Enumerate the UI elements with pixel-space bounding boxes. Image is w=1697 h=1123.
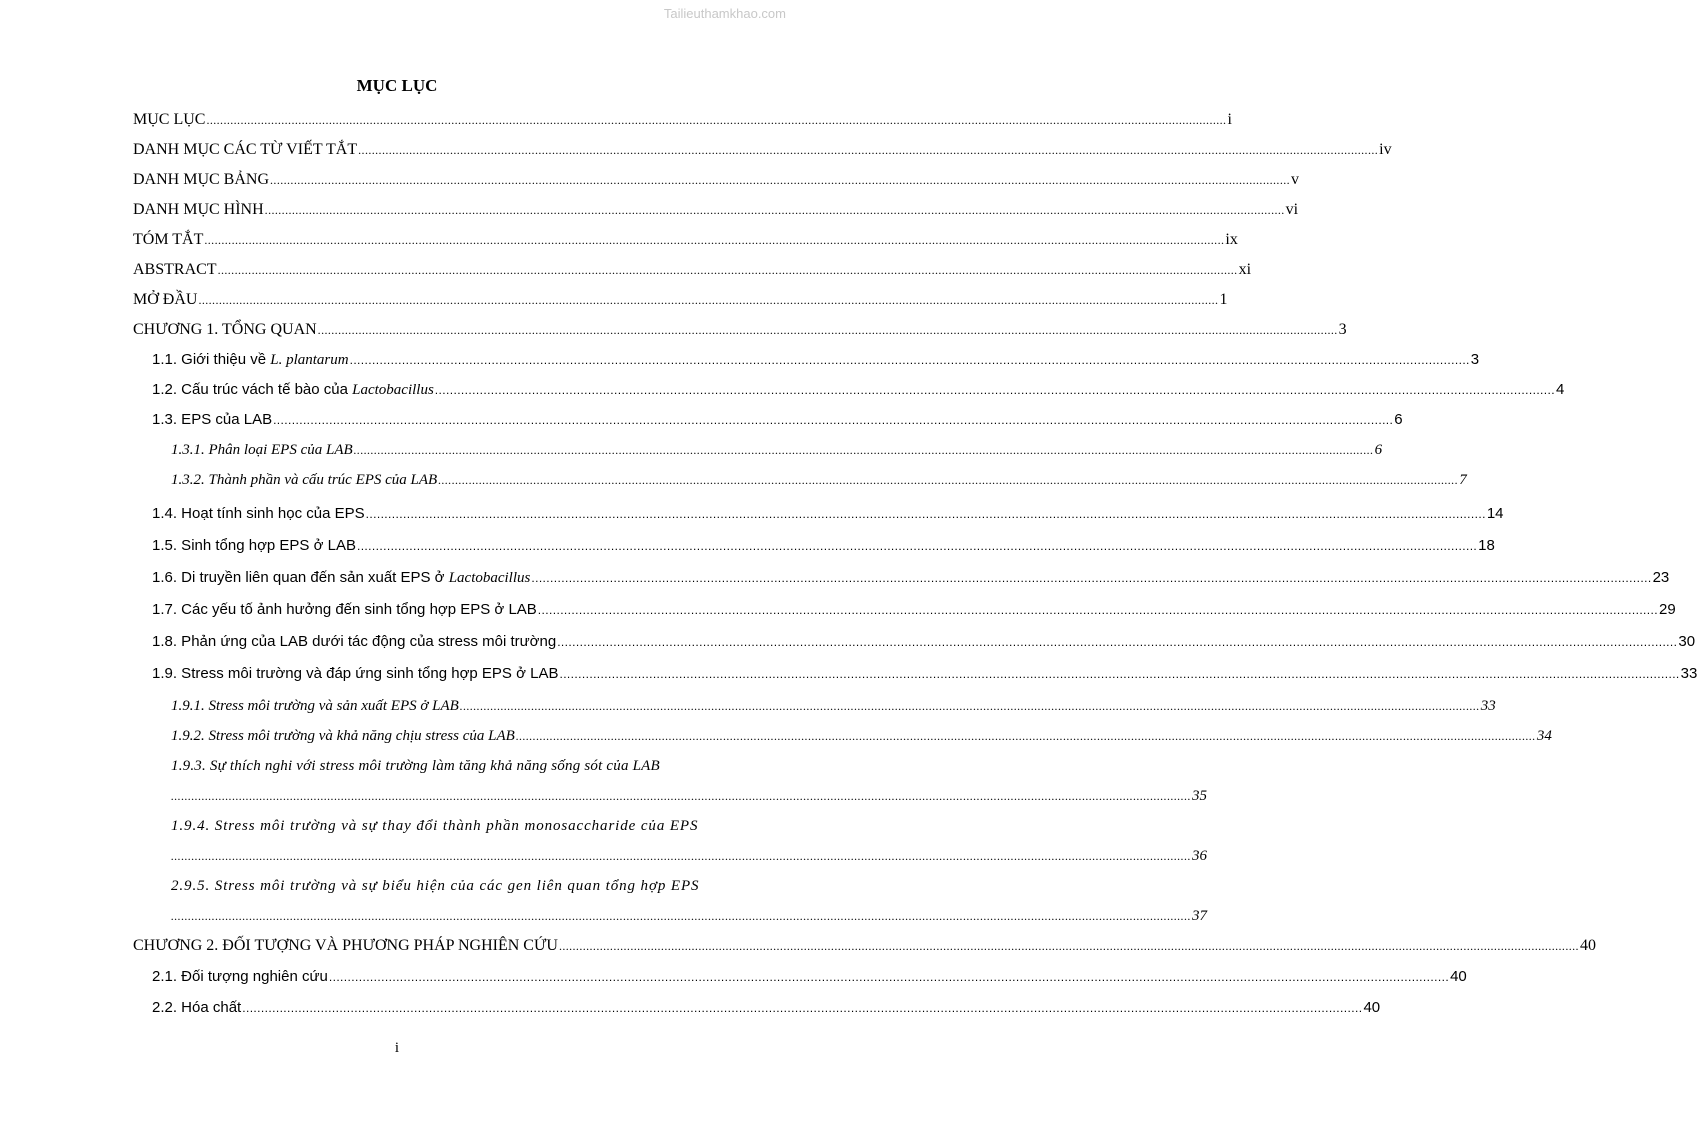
toc-entry-2-1[interactable] [152,964,1467,990]
toc-entry-2-2[interactable] [152,995,1381,1021]
toc-entry-2-9-5[interactable] [171,873,718,899]
toc-entry-page: iv [1379,141,1392,158]
toc-entry-1-9-3[interactable] [171,753,718,779]
toc-entry-label: 1.5. Sinh tổng hợp EPS ở LAB [152,537,356,554]
toc-entry-page: 3 [1470,351,1480,368]
toc-entry-1-4[interactable] [152,501,1504,527]
toc-entry-page: vi [1285,201,1299,218]
toc-entry-chapter-1[interactable] [133,317,1347,343]
toc-entry-page: 4 [1556,381,1565,398]
dot-leader: ............................................................................................................................................................................................................................................................................................................ [531,571,1652,585]
dot-leader: ............................................................................................................................................................................................................................................................................................................ [438,473,1459,487]
dot-leader: ............................................................................................................................................................................................................................................................................................................ [206,113,1227,127]
toc-entry-2-9-5-leader[interactable] [171,903,1207,929]
toc-entry-page: 23 [1652,569,1670,586]
dot-leader: ............................................................................................................................................................................................................................................................................................................ [365,507,1486,521]
toc-entry-label: 1.2. Cấu trúc vách tế bào của Lactobacillus [152,381,434,398]
toc-entry-page: 14 [1486,505,1504,522]
dot-leader: ............................................................................................................................................................................................................................................................................................................ [559,667,1680,681]
toc-entry-page: 7 [1459,472,1467,488]
toc-entry-label: 1.9.1. Stress môi trường và sản xuất EPS ở LAB [171,698,459,714]
toc-entry-page: xi [1238,261,1252,278]
watermark: Tailieuthamkhao.com [663,6,786,21]
toc-entry-label: 2.1. Đối tượng nghiên cứu [152,968,328,985]
toc-entry-1-7[interactable] [152,597,1676,623]
dot-leader: ............................................................................................................................................................................................................................................................................................................ [356,539,1478,553]
toc-entry-abstract[interactable] [133,257,1252,283]
dot-leader: ............................................................................................................................................................................................................................................................................................................ [171,849,1191,863]
toc-entry-page: 29 [1659,601,1676,618]
toc-entry-label: DANH MỤC BẢNG [133,171,270,188]
toc-entry-figures[interactable] [133,197,1299,223]
dot-leader: ............................................................................................................................................................................................................................................................................................................ [270,173,1291,187]
toc-entry-label: MỤC LỤC [133,111,206,128]
toc-entry-label: 1.9.4. Stress môi trường và sự thay đổi thành phần monosaccharide của EPS [171,818,699,834]
toc-entry-label: 1.4. Hoạt tính sinh học của EPS [152,505,365,522]
toc-entry-chapter-2[interactable] [133,933,1596,959]
toc-entry-summary[interactable] [133,227,1238,253]
toc-entry-1-9-4[interactable] [171,813,718,839]
toc-entry-page: 1 [1219,291,1228,308]
toc-entry-1-9-4-leader[interactable] [171,843,1207,869]
dot-leader: ............................................................................................................................................................................................................................................................................................................ [434,383,1555,397]
toc-entry-label: 1.3. EPS của LAB [152,411,273,428]
toc-entry-1-3-1[interactable] [171,437,1383,463]
toc-entry-introduction[interactable] [133,287,1228,313]
dot-leader: ............................................................................................................................................................................................................................................................................................................ [317,323,1338,337]
toc-entry-label: DANH MỤC CÁC TỪ VIẾT TẮT [133,141,358,158]
toc-entry-page: 40 [1579,937,1596,954]
toc-entry-page: v [1291,171,1300,188]
toc-entry-page: 33 [1680,665,1697,682]
dot-leader: ............................................................................................................................................................................................................................................................................................................ [198,293,1219,307]
toc-entry-1-9-2[interactable] [171,723,1552,749]
toc-entry-label: 2.9.5. Stress môi trường và sự biểu hiện của các gen liên quan tổng hợp EPS [171,878,700,894]
dot-leader: ............................................................................................................................................................................................................................................................................................................ [242,1001,1363,1015]
toc-entry-label: 1.9. Stress môi trường và đáp ứng sinh tổng hợp EPS ở LAB [152,665,559,682]
dot-leader: ............................................................................................................................................................................................................................................................................................................ [353,443,1374,457]
toc-entry-label: 1.3.2. Thành phần và cấu trúc EPS của LAB [171,472,438,488]
toc-entry-1-9-3-leader[interactable] [171,783,1207,809]
toc-entry-tables[interactable] [133,167,1300,193]
dot-leader: ............................................................................................................................................................................................................................................................................................................ [358,143,1379,157]
toc-entry-label: DANH MỤC HÌNH [133,201,264,218]
toc-entry-label: TÓM TẮT [133,231,204,248]
dot-leader: ............................................................................................................................................................................................................................................................................................................ [515,729,1536,743]
toc-entry-1-3-2[interactable] [171,467,1467,493]
toc-entry-1-1[interactable] [152,347,1480,373]
dot-leader: ............................................................................................................................................................................................................................................................................................................ [171,909,1191,923]
toc-entry-abbreviations[interactable] [133,137,1392,163]
toc-entry-page: 35 [1192,788,1207,804]
toc-entry-page: 30 [1678,633,1696,650]
dot-leader: ............................................................................................................................................................................................................................................................................................................ [537,603,1658,617]
toc-entry-page: 6 [1394,411,1403,428]
dot-leader: ............................................................................................................................................................................................................................................................................................................ [171,789,1191,803]
toc-entry-label: 1.8. Phản ứng của LAB dưới tác động của stress môi trường [152,633,557,650]
toc-entry-label: 1.9.3. Sự thích nghi với stress môi trường làm tăng khả năng sống sót của LAB [171,758,660,774]
dot-leader: ............................................................................................................................................................................................................................................................................................................ [204,233,1225,247]
toc-entry-label: CHƯƠNG 2. ĐỐI TƯỢNG VÀ PHƯƠNG PHÁP NGHIÊN CỨU [133,937,558,954]
toc-entry-label: 1.9.2. Stress môi trường và khả năng chịu stress của LAB [171,728,515,744]
dot-leader: ............................................................................................................................................................................................................................................................................................................ [459,699,1480,713]
toc-entry-page: 3 [1338,321,1347,338]
toc-entry-label: CHƯƠNG 1. TỔNG QUAN [133,321,317,338]
toc-entry-page: i [1227,111,1232,128]
dot-leader: ............................................................................................................................................................................................................................................................................................................ [273,413,1394,427]
dot-leader: ............................................................................................................................................................................................................................................................................................................ [558,939,1579,953]
toc-entry-label: 2.2. Hóa chất [152,999,242,1016]
toc-entry-1-5[interactable] [152,533,1495,559]
toc-entry-1-8[interactable] [152,629,1696,655]
toc-entry-page: 36 [1192,848,1207,864]
dot-leader: ............................................................................................................................................................................................................................................................................................................ [557,635,1678,649]
page-title: MỤC LỤC [356,76,438,95]
toc-entry-label: 1.1. Giới thiệu về L. plantarum [152,351,349,368]
toc-entry-label: ABSTRACT [133,261,217,278]
toc-entry-page: 40 [1363,999,1381,1016]
toc-entry-1-9[interactable] [152,661,1697,687]
dot-leader: ............................................................................................................................................................................................................................................................................................................ [328,970,1450,984]
page-number: i [394,1040,400,1056]
toc-entry-1-9-1[interactable] [171,693,1496,719]
toc-entry-page: 34 [1536,728,1552,744]
toc-entry-label: MỞ ĐẦU [133,291,198,308]
toc-entry-label: 1.7. Các yếu tố ảnh hưởng đến sinh tổng hợp EPS ở LAB [152,601,537,618]
toc-entry-label: 1.6. Di truyền liên quan đến sản xuất EPS ở Lactobacillus [152,569,531,586]
toc-entry-page: 33 [1480,698,1496,714]
toc-entry-page: 40 [1450,968,1467,985]
toc-entry-1-2[interactable] [152,377,1565,403]
dot-leader: ............................................................................................................................................................................................................................................................................................................ [264,203,1285,217]
toc-entry-page: 18 [1478,537,1495,554]
dot-leader: ............................................................................................................................................................................................................................................................................................................ [217,263,1238,277]
toc-entry-page: 37 [1192,908,1207,924]
toc-entry-page: ix [1225,231,1238,248]
dot-leader: ............................................................................................................................................................................................................................................................................................................ [349,353,1470,367]
toc-entry-page: 6 [1374,442,1383,458]
toc-entry-muc-luc[interactable] [133,107,1232,133]
toc-entry-label: 1.3.1. Phân loại EPS của LAB [171,442,353,458]
toc-entry-1-3[interactable] [152,407,1403,433]
toc-entry-1-6[interactable] [152,565,1670,591]
